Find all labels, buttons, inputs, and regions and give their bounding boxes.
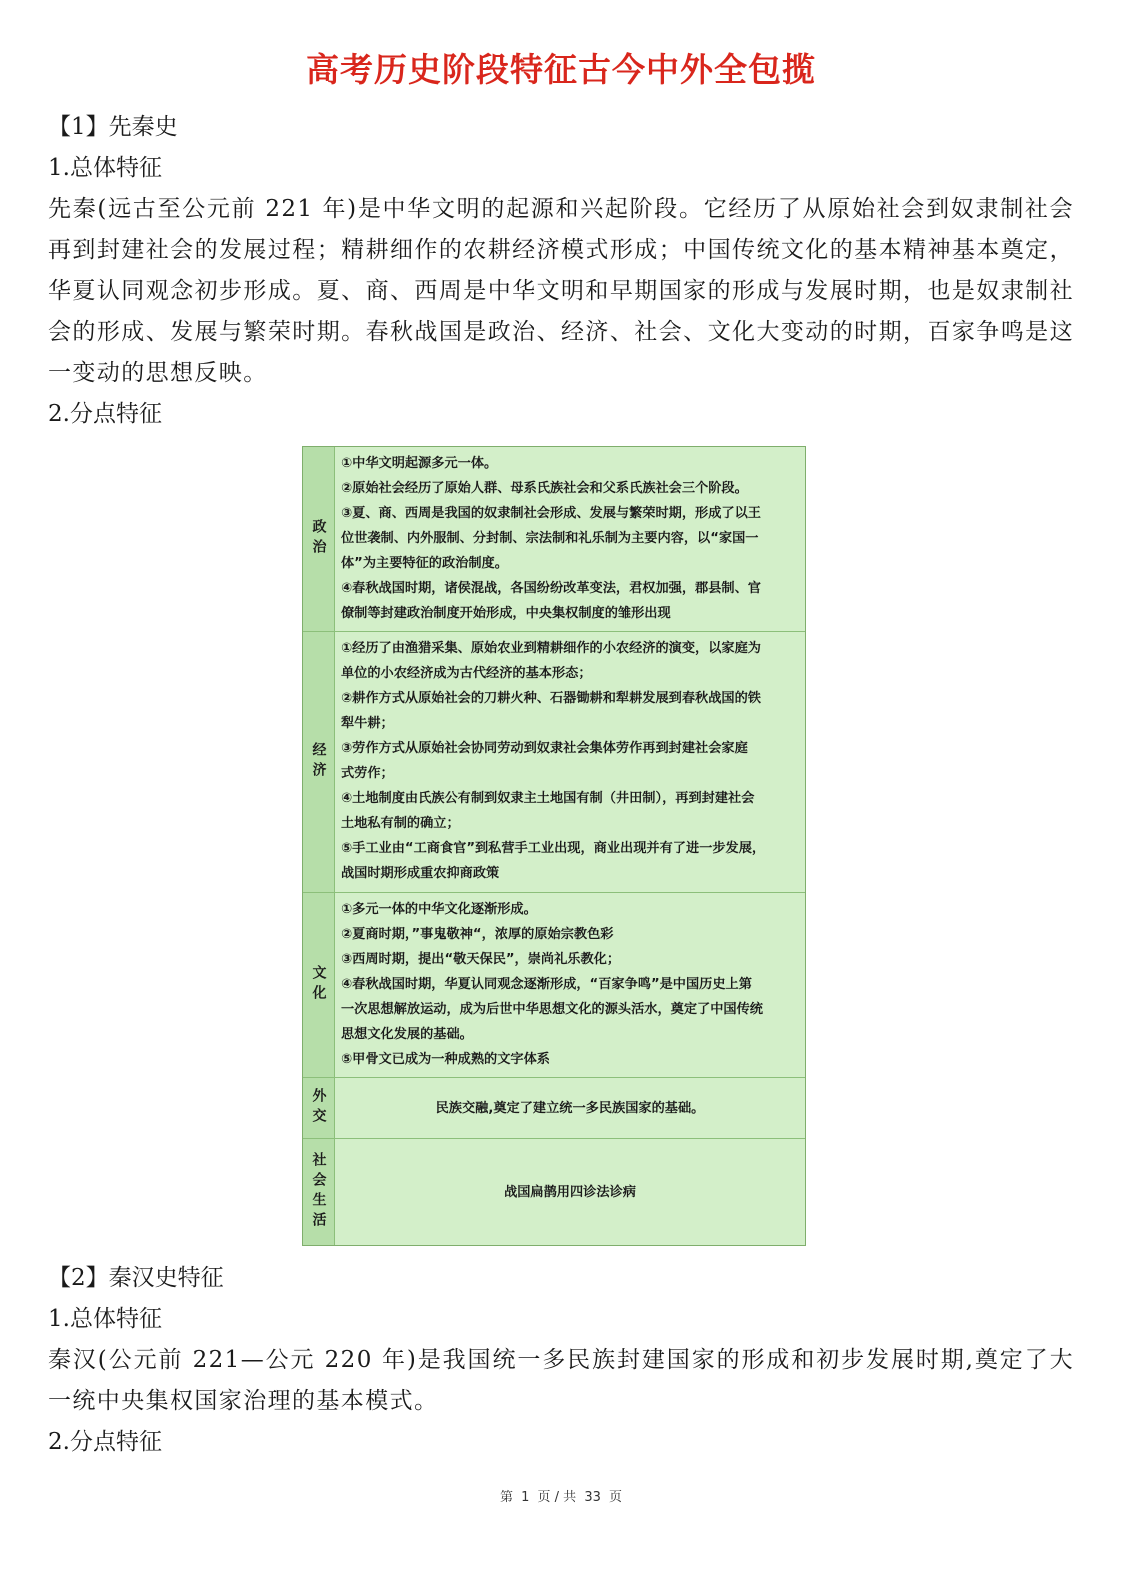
list-item: 僚制等封建政治制度开始形成，中央集权制度的雏形出现 <box>341 606 671 621</box>
list-item: ⑤手工业由“工商食官”到私营手工业出现，商业出现并有了进一步发展， <box>341 841 766 856</box>
row-content <box>335 1139 805 1245</box>
page-number: 1 <box>521 1490 530 1505</box>
list-item: 土地私有制的确立； <box>341 816 460 831</box>
list-item: 一次思想解放运动，成为后世中华思想文化的源头活水，奠定了中国传统 <box>341 1002 763 1017</box>
list-item: 战国扁鹊用四诊法诊病 <box>504 1184 636 1200</box>
row-content <box>335 1078 805 1138</box>
row-header: 社会生活 <box>303 1139 335 1245</box>
table-row-social-life <box>303 1138 805 1245</box>
footer-middle: 页 / 共 <box>537 1490 577 1505</box>
list-item: 战国时期形成重农抑商政策 <box>341 866 500 881</box>
list-item: ⑤甲骨文已成为一种成熟的文字体系 <box>341 1052 550 1067</box>
list-item: ④土地制度由氏族公有制到奴隶主土地国有制（井田制），再到封建社会 <box>341 791 755 806</box>
list-item: 体”为主要特征的政治制度。 <box>341 556 508 571</box>
list-item: 犁牛耕； <box>341 716 394 731</box>
list-item: ③夏、商、西周是我国的奴隶制社会形成、发展与繁荣时期，形成了以王 <box>341 506 761 521</box>
row-content <box>335 893 805 1077</box>
row-header: 外交 <box>303 1078 335 1138</box>
list-item: ②夏商时期，”事鬼敬神“，浓厚的原始宗教色彩 <box>341 927 614 942</box>
subheading-points-1: 2.分点特征 <box>48 401 162 427</box>
list-item: 思想文化发展的基础。 <box>341 1027 473 1042</box>
list-item: ②原始社会经历了原始人群、母系氏族社会和父系氏族社会三个阶段。 <box>341 481 748 496</box>
subheading-overall-2: 1.总体特征 <box>48 1306 162 1332</box>
list-item: ②耕作方式从原始社会的刀耕火种、石器锄耕和犁耕发展到春秋战国的铁 <box>341 691 761 706</box>
page-footer <box>0 1486 1122 1505</box>
list-item: ④春秋战国时期，诸侯混战，各国纷纷改革变法，君权加强，郡县制、官 <box>341 581 761 596</box>
list-item: ①经历了由渔猎采集、原始农业到精耕细作的小农经济的演变，以家庭为 <box>341 641 761 656</box>
paragraph-pre-qin: 先秦(远古至公元前 221 年)是中华文明的起源和兴起阶段。它经历了从原始社会到奴隶制社会再到封建社会的发展过程；精耕细作的农耕经济模式形成；中国传统文化的基本精神基本奠定，华夏认同观念初步形成。夏、商、西周是中华文明和早期国家的形成与发展时期，也是奴隶制社会的形成、发展与繁荣时期。春秋战国是政治、经济、社会、文化大变动的时期，百家争鸣是这一变动的思想反映。 <box>48 196 1074 386</box>
section-heading-1: 【1】先秦史 <box>48 114 178 140</box>
footer-prefix: 第 <box>499 1490 513 1505</box>
row-header: 经济 <box>303 632 335 892</box>
row-header: 文化 <box>303 893 335 1077</box>
row-header: 政治 <box>303 447 335 631</box>
list-item: ①中华文明起源多元一体。 <box>341 456 498 471</box>
page-title: 高考历史阶段特征古今中外全包揽 <box>306 50 816 89</box>
table-row-diplomacy <box>303 1077 805 1138</box>
pre-qin-features-table <box>302 446 806 1246</box>
subheading-points-2: 2.分点特征 <box>48 1429 162 1455</box>
list-item: ④春秋战国时期，华夏认同观念逐渐形成，“百家争鸣”是中国历史上第 <box>341 977 752 992</box>
row-content <box>335 447 805 631</box>
table-row-economy <box>303 631 805 892</box>
table-row-politics <box>303 447 805 631</box>
table-row-culture <box>303 892 805 1077</box>
list-item: 位世袭制、内外服制、分封制、宗法制和礼乐制为主要内容，以“家国一 <box>341 531 759 546</box>
row-content <box>335 632 805 892</box>
paragraph-qin-han: 秦汉(公元前 221—公元 220 年)是我国统一多民族封建国家的形成和初步发展时期,奠定了大一统中央集权国家治理的基本模式。 <box>48 1347 1074 1414</box>
list-item: ③劳作方式从原始社会协同劳动到奴隶社会集体劳作再到封建社会家庭 <box>341 741 748 756</box>
section-heading-2: 【2】秦汉史特征 <box>48 1265 224 1291</box>
list-item: 民族交融,奠定了建立统一多民族国家的基础。 <box>435 1100 705 1116</box>
list-item: 单位的小农经济成为古代经济的基本形态； <box>341 666 592 681</box>
total-pages: 33 <box>584 1490 601 1505</box>
footer-suffix: 页 <box>609 1490 623 1505</box>
list-item: ③西周时期，提出“敬天保民”，崇尚礼乐教化； <box>341 952 621 967</box>
list-item: 式劳作； <box>341 766 394 781</box>
subheading-overall-1: 1.总体特征 <box>48 155 162 181</box>
list-item: ①多元一体的中华文化逐渐形成。 <box>341 902 537 917</box>
